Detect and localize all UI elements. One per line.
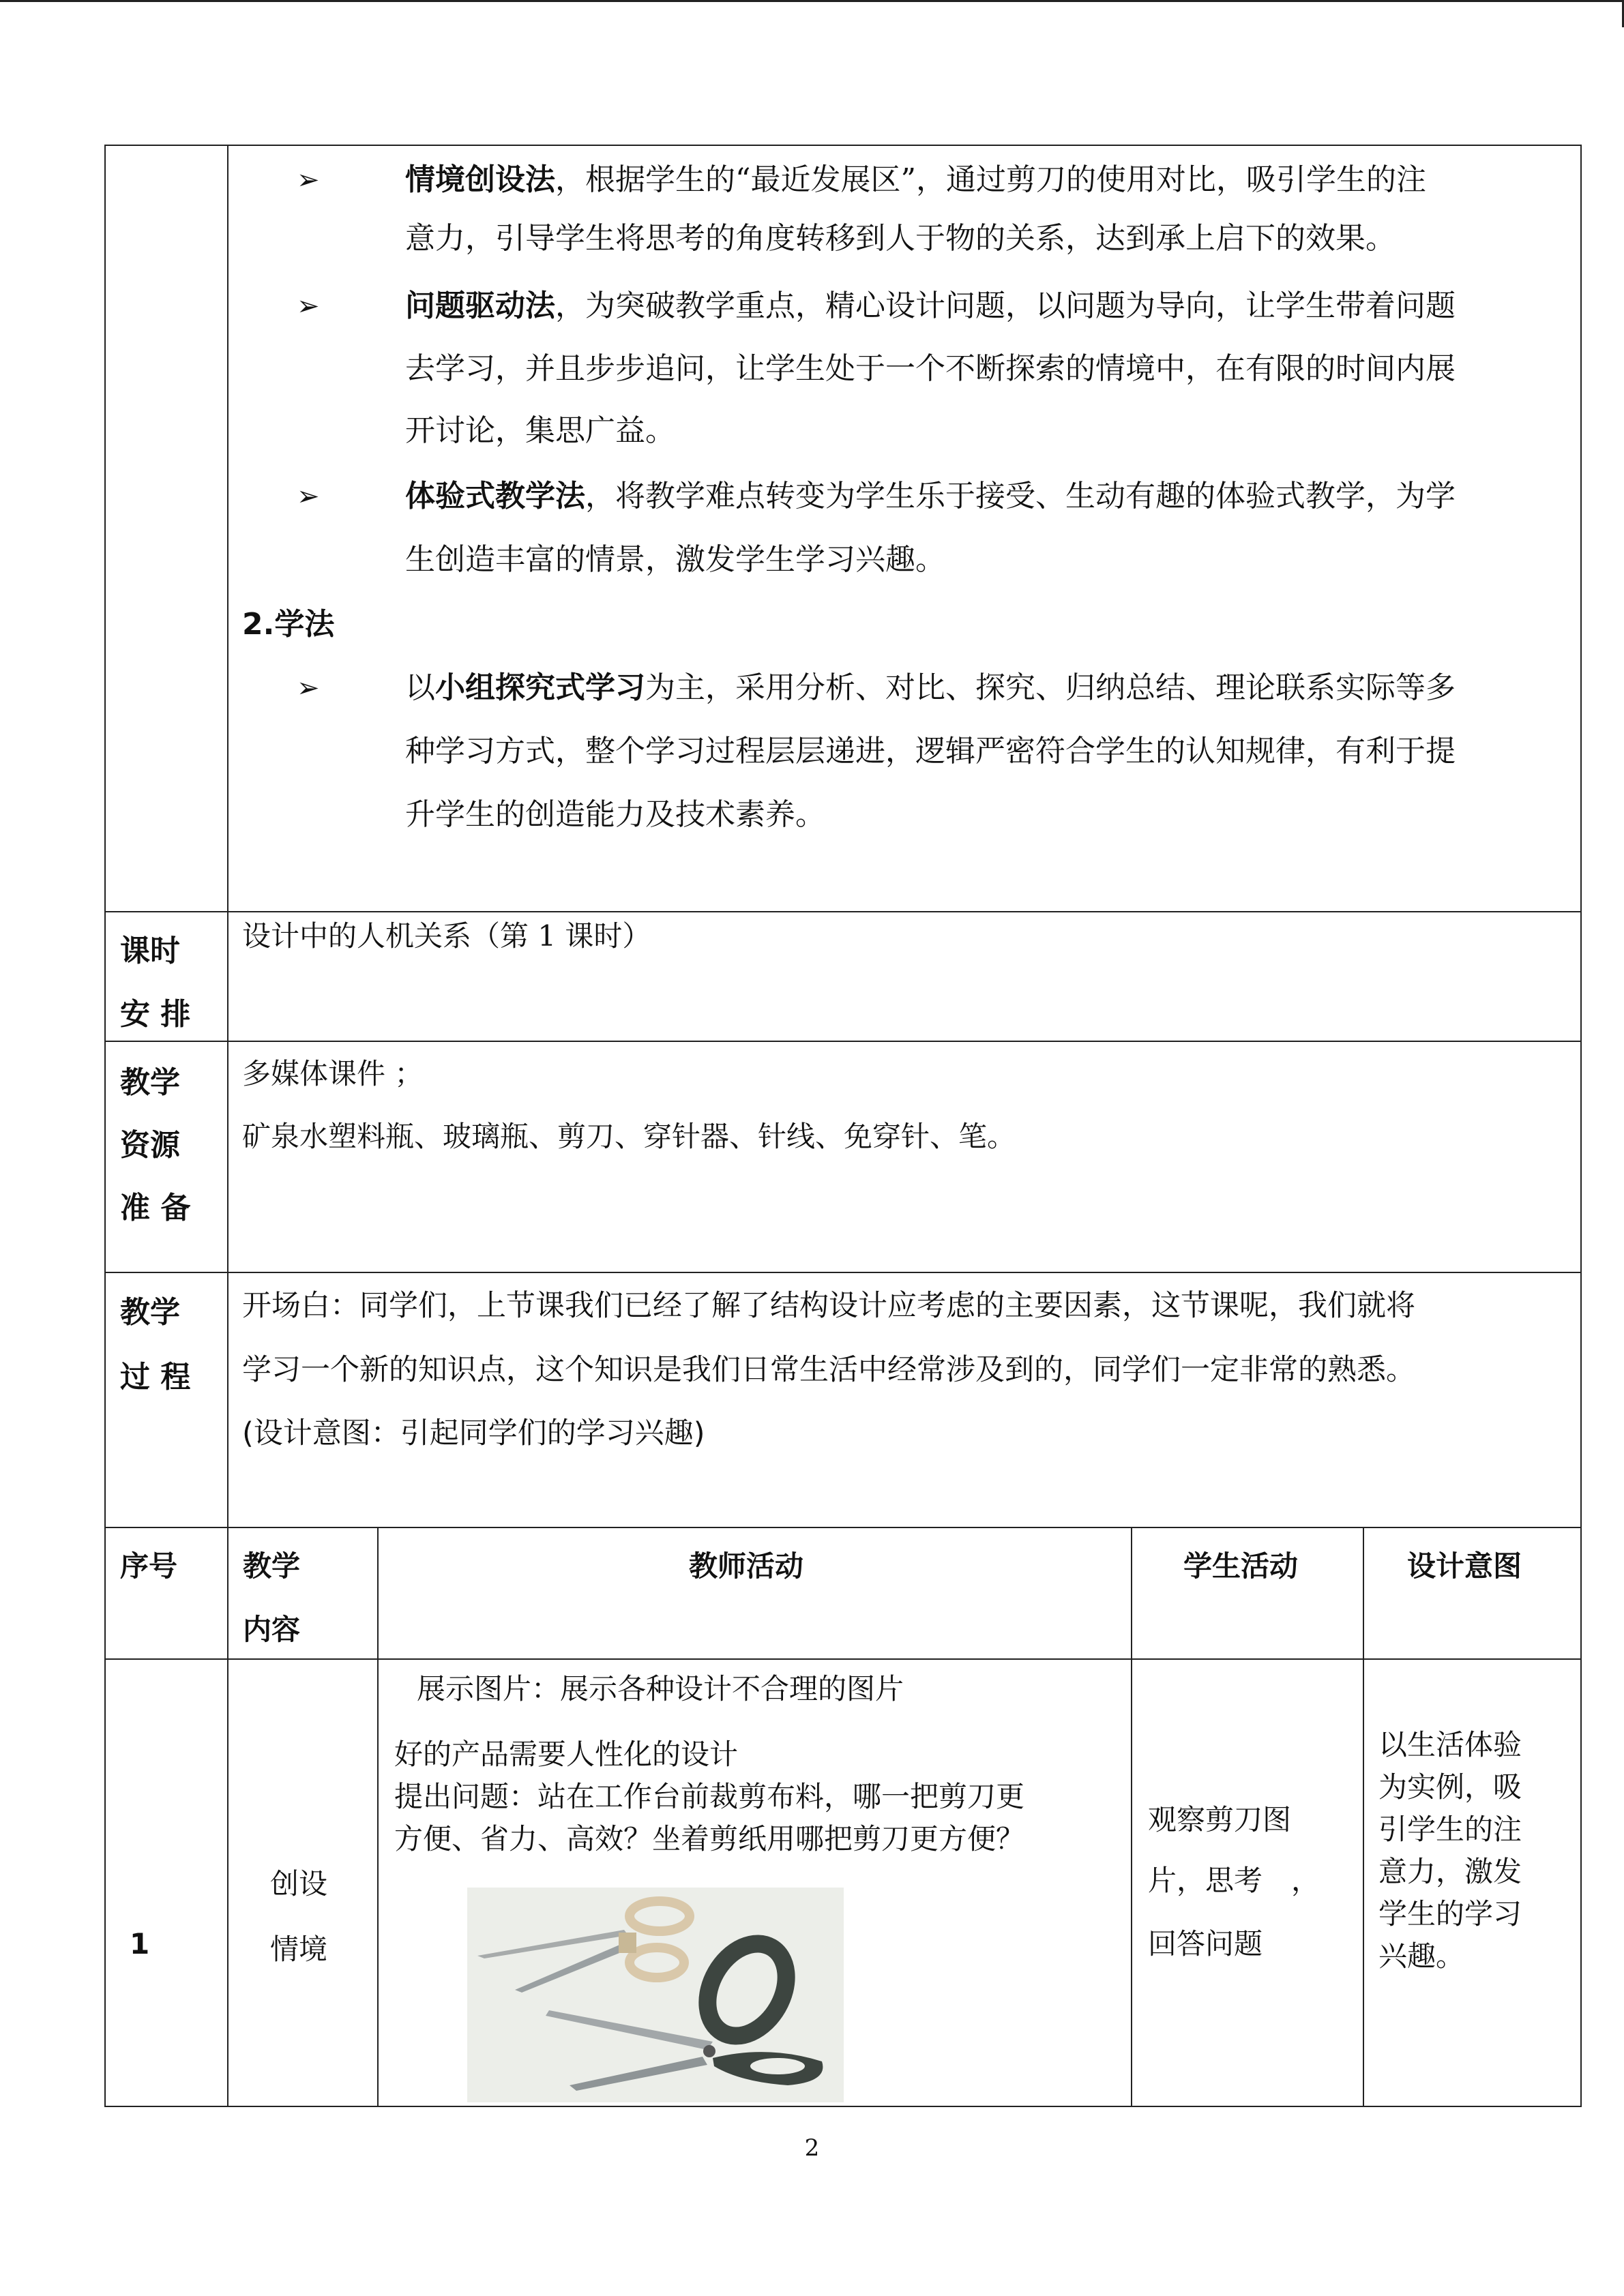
teacher-activity-line: 好的产品需要人性化的设计 <box>394 1738 739 1771</box>
row-content: 创设 <box>270 1867 328 1900</box>
process-line <box>242 1401 705 1465</box>
table-right-line <box>1580 145 1582 2107</box>
study-line: 种学习方式，整个学习过程层层递进，逻辑严密符合学生的认知规律，有利于提 <box>405 734 1456 769</box>
method-text: ，为突破教学重点，精心设计问题，以问题为导向，让学生带着问题 <box>555 288 1456 323</box>
row-line-header <box>104 1527 1582 1528</box>
intent-line: 意力，激发 <box>1378 1855 1522 1888</box>
bullet-arrow-icon: ➢ <box>297 672 320 704</box>
row-line-row1 <box>104 1658 1582 1660</box>
row-line-process <box>104 1272 1582 1273</box>
bullet-arrow-icon: ➢ <box>297 290 320 322</box>
header-student: 学生活动 <box>1183 1549 1299 1583</box>
header-content: 教学 <box>243 1549 301 1583</box>
intent-line: 兴趣。 <box>1378 1939 1465 1973</box>
method-name: 情境创设法 <box>405 162 555 197</box>
intent-line: 引学生的注 <box>1378 1813 1522 1846</box>
intent-column-left-line <box>1363 1527 1364 2107</box>
student-activity-line: 观察剪刀图 <box>1148 1803 1292 1836</box>
process-intent: (设计意图：引起同学们的学习兴趣) <box>242 1416 705 1450</box>
method-line: 生创造丰富的情景，激发学生学习兴趣。 <box>405 542 945 577</box>
process-line <box>242 1338 1415 1402</box>
intent-line: 以生活体验 <box>1378 1728 1522 1761</box>
bullet-arrow-icon: ➢ <box>297 164 320 196</box>
schedule-label: 课时 <box>120 934 180 968</box>
teacher-activity-line: 提出问题：站在工作台前裁剪布料，哪一把剪刀更 <box>394 1780 1025 1813</box>
schedule-label: 安 排 <box>120 997 191 1032</box>
method-name: 体验式教学法 <box>405 479 585 513</box>
bullet-arrow-icon: ➢ <box>297 481 320 512</box>
header-intent: 设计意图 <box>1407 1549 1522 1583</box>
process-intro: 开场白：同学们，上节课我们已经了解了结构设计应考虑的主要因素，这节课呢，我们就将 <box>242 1289 1415 1323</box>
table-left-line <box>104 145 106 2107</box>
row-number: 1 <box>130 1927 150 1960</box>
process-text: 学习一个新的知识点，这个知识是我们日常生活中经常涉及到的，同学们一定非常的熟悉。 <box>242 1353 1415 1387</box>
teacher-column-left-line <box>377 1527 379 2107</box>
resources-label: 准 备 <box>120 1191 191 1225</box>
study-text: 为主，采用分析、对比、探究、归纳总结、理论联系实际等多 <box>645 670 1456 705</box>
process-label: 教学 <box>120 1295 180 1330</box>
table-bottom-line <box>104 2106 1582 2107</box>
student-column-left-line <box>1131 1527 1132 2107</box>
resources-line: 矿泉水塑料瓶、玻璃瓶、剪刀、穿针器、针线、免穿针、笔。 <box>242 1120 1016 1153</box>
process-line <box>242 1274 1415 1338</box>
study-line: 升学生的创造能力及技术素养。 <box>405 797 825 832</box>
study-prefix: 以 <box>405 670 435 705</box>
student-activity-line: 片，思考 ， <box>1148 1864 1320 1897</box>
resources-line: 多媒体课件 ； <box>242 1057 424 1090</box>
method-text: ，根据学生的“最近发展区”，通过剪刀的使用对比，吸引学生的注 <box>555 162 1426 197</box>
intent-line: 学生的学习 <box>1378 1897 1522 1930</box>
method-name: 问题驱动法 <box>405 288 555 323</box>
teacher-activity-line: 展示图片：展示各种设计不合理的图片 <box>417 1672 904 1705</box>
method-line: 去学习，并且步步追问，让学生处于一个不断探索的情境中，在有限的时间内展 <box>405 351 1456 386</box>
study-line <box>405 656 1456 720</box>
study-bold: 小组探究式学习 <box>435 670 645 705</box>
method-line <box>405 464 1456 528</box>
method-line <box>405 274 1456 338</box>
method-line: 意力，引导学生将思考的角度转移到人于物的关系，达到承上启下的效果。 <box>405 221 1396 256</box>
teacher-activity-line: 方便、省力、高效？坐着剪纸用哪把剪刀更方便？ <box>394 1822 1025 1855</box>
resources-label: 教学 <box>120 1065 180 1100</box>
label-column-line <box>227 145 228 2107</box>
header-teacher: 教师活动 <box>689 1549 804 1583</box>
scissors-photo <box>467 1888 844 2102</box>
process-label: 过 程 <box>120 1360 191 1395</box>
row-content: 情境 <box>270 1933 328 1966</box>
page-top-border <box>0 0 1624 2</box>
scissors-illustration <box>467 1888 844 2102</box>
method-line: 开讨论，集思广益。 <box>405 413 675 448</box>
resources-label: 资源 <box>120 1128 180 1163</box>
header-content: 内容 <box>243 1613 301 1646</box>
study-heading: 2.学法 <box>242 607 335 642</box>
method-text: ，将教学难点转变为学生乐于接受、生动有趣的体验式教学，为学 <box>585 479 1456 513</box>
table-top-line <box>104 145 1582 146</box>
student-activity-line: 回答问题 <box>1148 1927 1263 1960</box>
page-number: 2 <box>804 2134 820 2162</box>
method-line <box>405 148 1426 212</box>
header-num: 序号 <box>120 1549 178 1583</box>
intent-line: 为实例，吸 <box>1378 1770 1522 1804</box>
schedule-value: 设计中的人机关系（第 1 课时） <box>242 919 651 953</box>
